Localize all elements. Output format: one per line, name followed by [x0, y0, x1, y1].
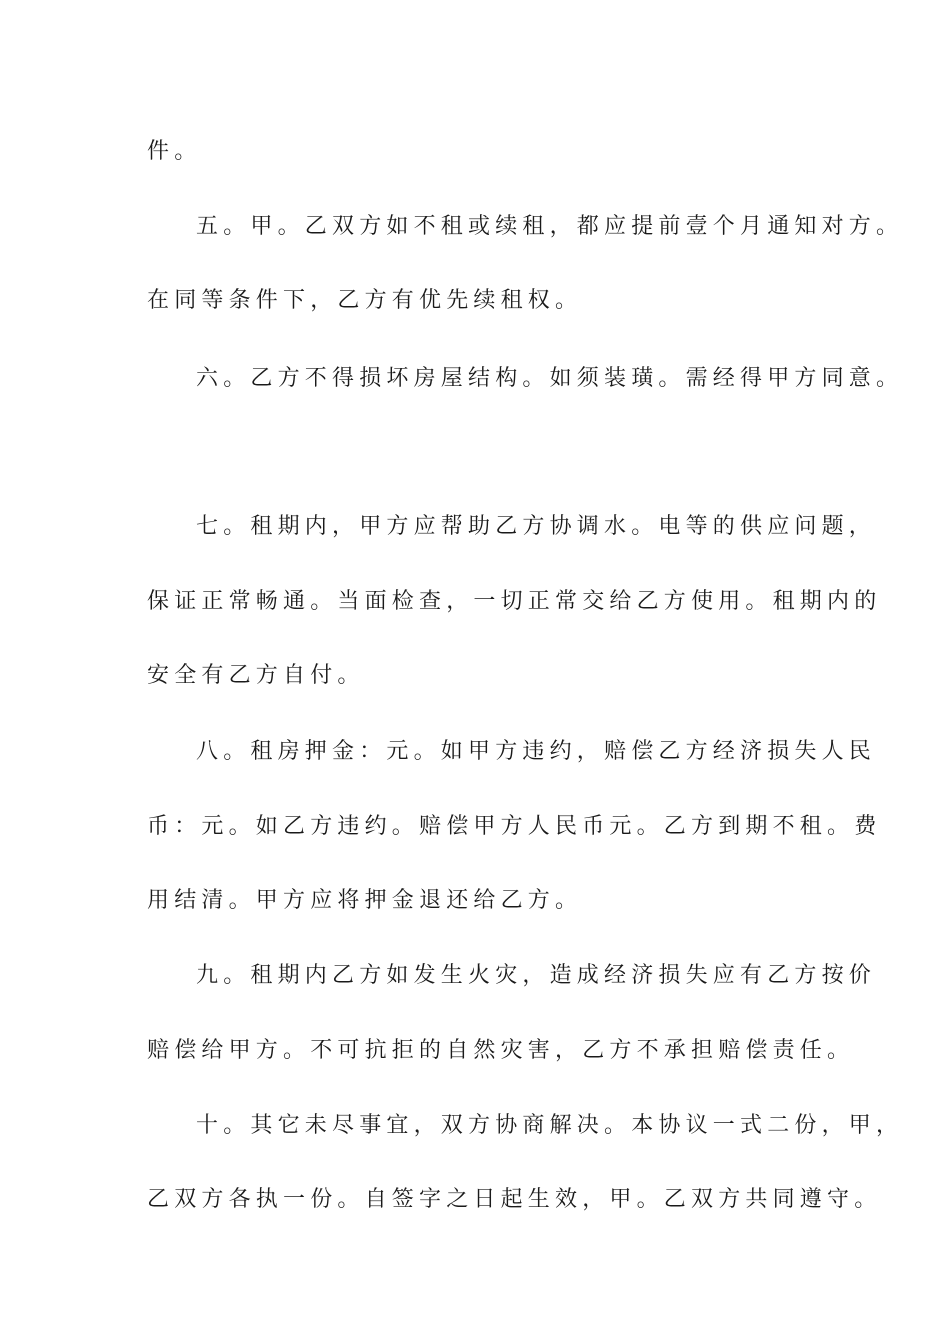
text-line: 在同等条件下，乙方有优先续租权。 [147, 288, 583, 313]
text-line: 十。其它未尽事宜，双方协商解决。本协议一式二份，甲， [196, 1113, 904, 1138]
text-line: 五。甲。乙双方如不租或续租，都应提前壹个月通知对方。 [196, 214, 904, 239]
text-line: 九。租期内乙方如发生火灾，造成经济损失应有乙方按价 [196, 963, 877, 988]
text-line: 用结清。甲方应将押金退还给乙方。 [147, 888, 583, 913]
text-line: 乙双方各执一份。自签字之日起生效，甲。乙双方共同遵守。 [147, 1187, 882, 1212]
text-line: 件。 [147, 139, 202, 164]
text-line: 六。乙方不得损坏房屋结构。如须装璜。需经得甲方同意。 [196, 366, 904, 391]
text-line: 安全有乙方自付。 [147, 663, 365, 688]
text-line: 七。租期内，甲方应帮助乙方协调水。电等的供应问题， [196, 514, 877, 539]
text-line: 赔偿给甲方。不可抗拒的自然灾害，乙方不承担赔偿责任。 [147, 1038, 855, 1063]
text-line: 币：元。如乙方违约。赔偿甲方人民币元。乙方到期不租。费 [147, 814, 882, 839]
text-line: 八。租房押金：元。如甲方违约，赔偿乙方经济损失人民 [196, 739, 877, 764]
text-line: 保证正常畅通。当面检查，一切正常交给乙方使用。租期内的 [147, 589, 882, 614]
